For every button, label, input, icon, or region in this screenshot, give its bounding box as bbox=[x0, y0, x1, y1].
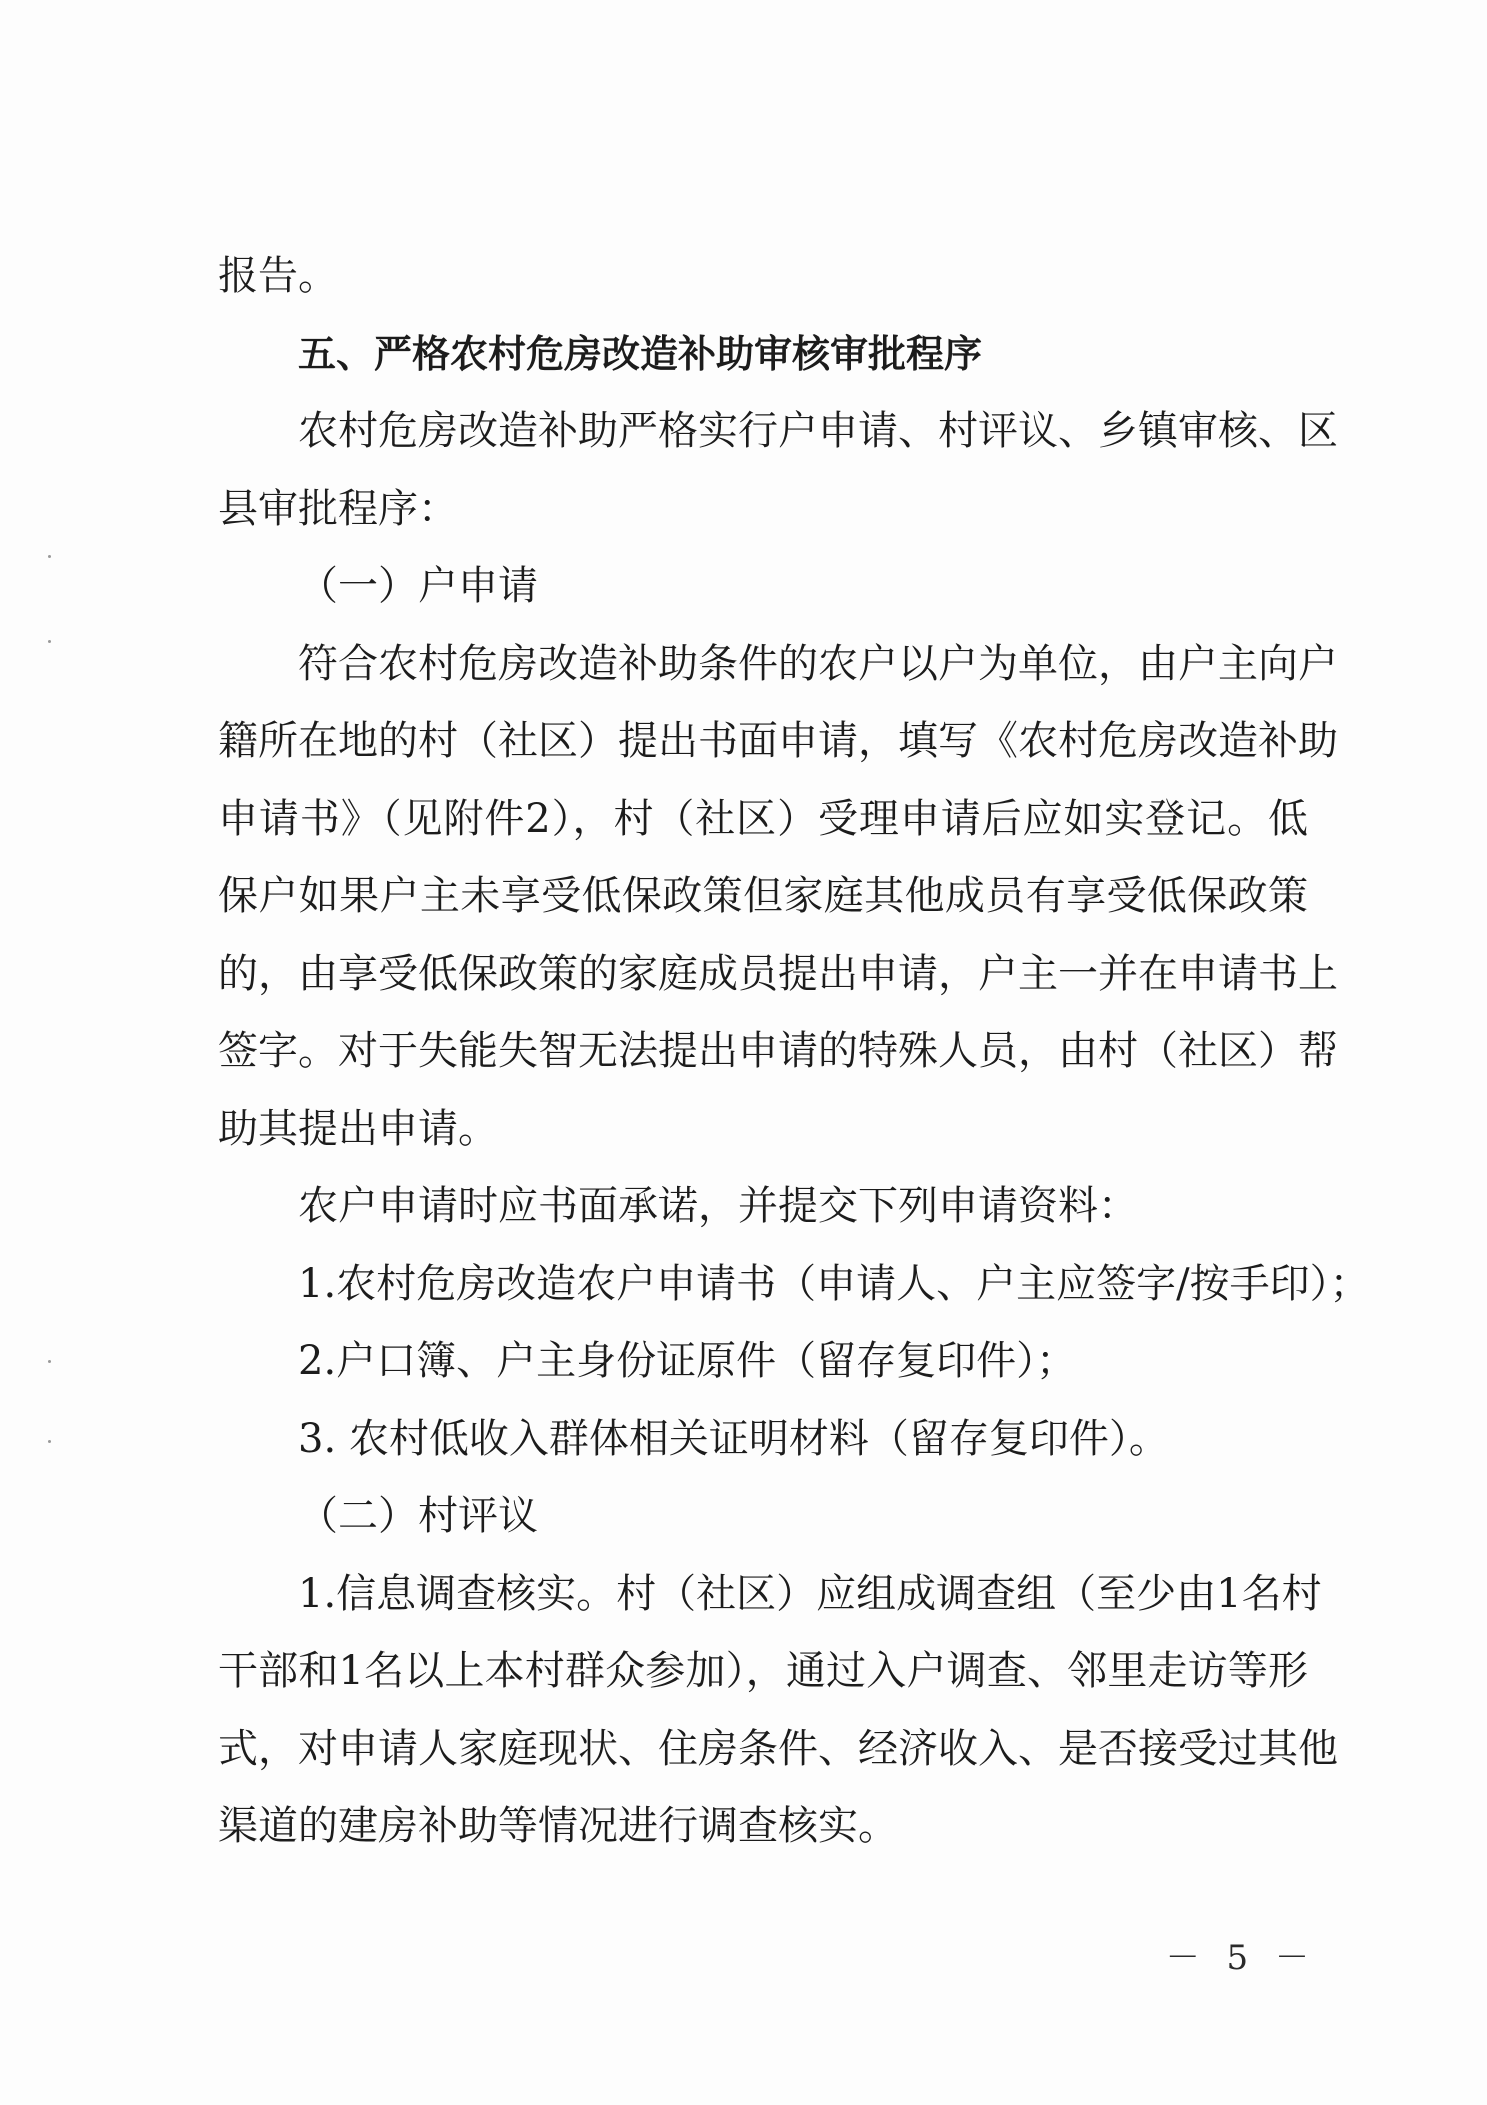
body-text bbox=[218, 238, 1370, 1866]
subsection-heading: （一）户申请 bbox=[298, 563, 538, 609]
text-line: 农村危房改造补助严格实行户申请、村评议、乡镇审核、区 bbox=[298, 408, 1338, 454]
text-line: 籍所在地的村（社区）提出书面申请，填写《农村危房改造补助 bbox=[218, 718, 1338, 764]
margin-dot bbox=[48, 1440, 51, 1443]
text-line: 式，对申请人家庭现状、住房条件、经济收入、是否接受过其他 bbox=[218, 1725, 1338, 1772]
text-line: 保户如果户主未享受低保政策但家庭其他成员有享受低保政策 bbox=[218, 873, 1308, 919]
text-line: 渠道的建房补助等情况进行调查核实。 bbox=[218, 1803, 898, 1849]
list-item: 2.户口簿、户主身份证原件（留存复印件）； bbox=[298, 1338, 1077, 1384]
list-item: 1.农村危房改造农户申请书（申请人、户主应签字/按手印）； bbox=[298, 1260, 1370, 1307]
text-line: 符合农村危房改造补助条件的农户以户为单位，由户主向户 bbox=[298, 640, 1338, 687]
text-line: 县审批程序： bbox=[218, 485, 458, 532]
margin-dot bbox=[48, 1360, 51, 1363]
margin-dot bbox=[48, 640, 51, 643]
text-line: 农户申请时应书面承诺，并提交下列申请资料： bbox=[298, 1183, 1138, 1229]
text-line: 干部和1名以上本村群众参加），通过入户调查、邻里走访等形 bbox=[218, 1648, 1308, 1694]
text-line: 的，由享受低保政策的家庭成员提出申请，户主一并在申请书上 bbox=[218, 950, 1338, 997]
page-number: － 5 － bbox=[1165, 1938, 1317, 1978]
list-item: 3. 农村低收入群体相关证明材料（留存复印件）。 bbox=[298, 1415, 1169, 1462]
text-line: 助其提出申请。 bbox=[218, 1105, 498, 1152]
subsection-heading: （二）村评议 bbox=[298, 1493, 538, 1539]
text-line: 报告。 bbox=[218, 253, 338, 299]
text-line: 签字。对于失能失智无法提出申请的特殊人员，由村（社区）帮 bbox=[218, 1028, 1338, 1074]
text-line: 1.信息调查核实。村（社区）应组成调查组（至少由1名村 bbox=[298, 1570, 1322, 1617]
section-heading: 五、严格农村危房改造补助审核审批程序 bbox=[298, 331, 983, 376]
text-line: 申请书》（见附件2），村（社区）受理申请后应如实登记。低 bbox=[218, 795, 1308, 842]
margin-dot bbox=[48, 555, 51, 558]
